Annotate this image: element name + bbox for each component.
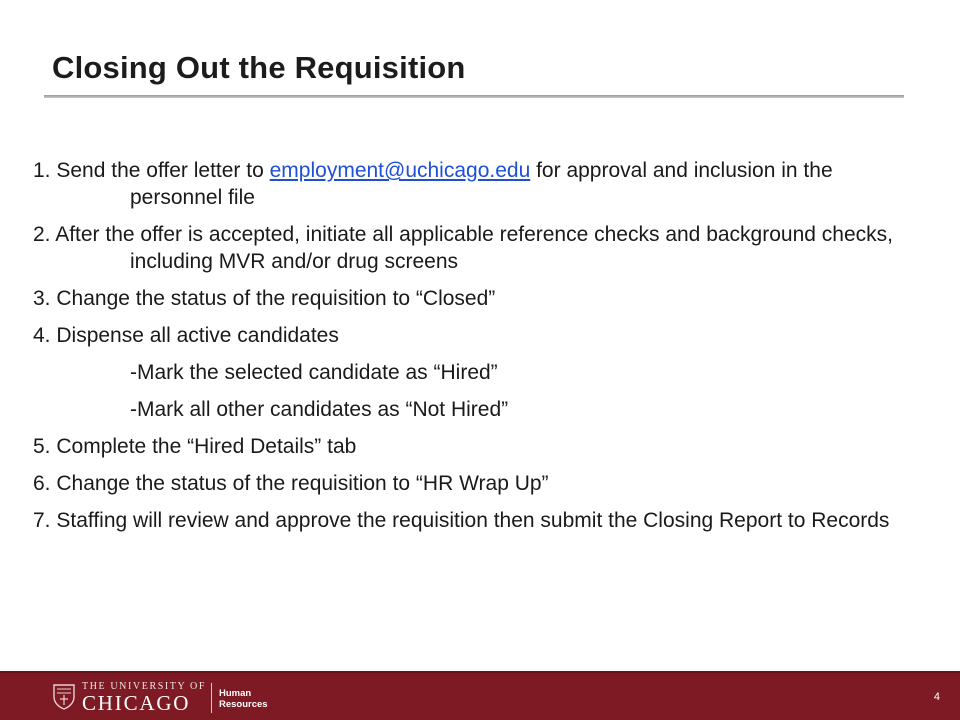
step-item-6 — [33, 470, 923, 497]
step-text: Dispense all active candidates — [56, 324, 339, 347]
department-name — [219, 688, 268, 710]
step-number: 3. — [33, 287, 51, 310]
page-number: 4 — [933, 691, 940, 703]
step-text: Change the status of the requisition to “Closed” — [56, 287, 496, 310]
step-text: Complete the “Hired Details” tab — [56, 435, 357, 458]
step-number: 6. — [33, 472, 51, 495]
step-number: 1. — [33, 159, 51, 182]
step-text: Staffing will review and approve the requisition then submit the Closing Report to Records — [56, 509, 890, 532]
university-crest-icon — [53, 684, 75, 710]
step-text: Change the status of the requisition to “HR Wrap Up” — [56, 472, 549, 495]
step-number: 4. — [33, 324, 51, 347]
step-item-3 — [33, 285, 923, 312]
email-link[interactable]: employment@uchicago.edu — [269, 159, 531, 182]
university-name-top: THE UNIVERSITY OF — [82, 681, 207, 692]
step-number: 7. — [33, 509, 51, 532]
sub-step-mark-hired: -Mark the selected candidate as “Hired” — [130, 361, 498, 384]
step-list — [33, 157, 923, 544]
step-item-1 — [33, 157, 923, 211]
step-text: After the offer is accepted, initiate all applicable reference checks and background checks, including MVR and/or drug screens — [55, 223, 893, 273]
step-item-5 — [33, 433, 923, 460]
university-name-chicago: CHICAGO — [82, 691, 191, 715]
step-item-7 — [33, 507, 923, 534]
step-text: Send the offer letter to — [56, 159, 270, 182]
slide-title: Closing Out the Requisition — [52, 50, 466, 85]
title-underline-rule — [44, 95, 904, 98]
step-item-4 — [33, 322, 923, 349]
logo-divider — [211, 683, 212, 713]
step-number: 5. — [33, 435, 51, 458]
sub-step-mark-not-hired: -Mark all other candidates as “Not Hired” — [130, 398, 509, 421]
department-line-2: Resources — [219, 699, 268, 710]
step-item-2 — [33, 221, 923, 275]
step-text: for approval and inclusion in the personnel file — [130, 159, 833, 209]
department-line-1: Human — [219, 688, 252, 699]
footer-top-line — [0, 671, 960, 673]
step-number: 2. — [33, 223, 51, 246]
